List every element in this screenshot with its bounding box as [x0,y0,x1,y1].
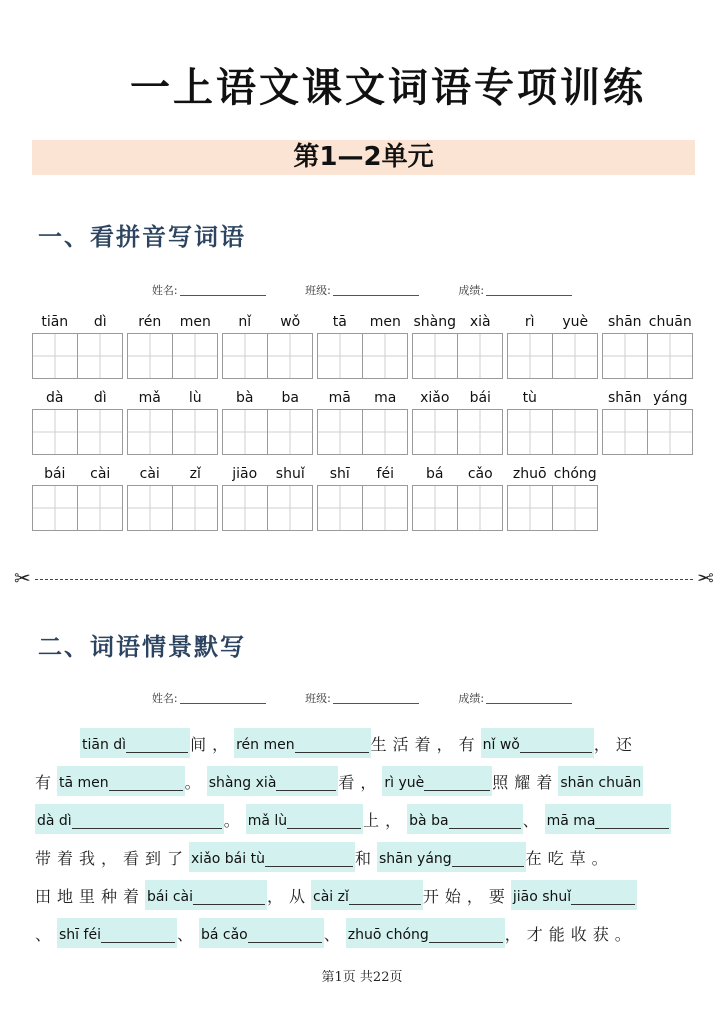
pinyin-syllable: bà [236,390,254,406]
writing-boxes [222,409,313,455]
blank-pinyin: jiāo shuǐ [512,889,572,905]
pinyin-syllable: dà [46,390,64,406]
writing-boxes [412,333,503,379]
writing-boxes [127,409,218,455]
passage [35,724,695,952]
blank-pinyin: xiǎo bái tù [191,851,265,867]
pinyin-label [412,463,503,485]
pinyin-label [127,311,218,333]
fill-blank[interactable] [189,842,355,872]
fill-blank[interactable] [246,804,363,834]
writing-boxes [507,333,598,379]
tianzige-cell[interactable] [222,409,268,455]
word-item [507,311,598,379]
answer-underline[interactable] [520,752,592,753]
pinyin-syllable: chóng [553,466,597,482]
word-item [32,387,123,455]
passage-line [35,914,695,952]
word-item [222,387,313,455]
pinyin-label [507,311,598,333]
passage-text: 。 [184,772,207,792]
section2-title: 二、词语情景默写 [38,632,246,661]
writing-boxes [412,485,503,531]
pinyin-syllable: rén [138,314,162,330]
word-item [507,387,598,455]
tianzige-cell[interactable] [78,333,124,379]
tianzige-cell[interactable] [127,409,173,455]
scissors-icon-right: ✂ [697,566,714,590]
tianzige-cell[interactable] [507,409,553,455]
passage-line [35,762,695,800]
blank-pinyin: shān chuān [560,775,642,791]
name-blank[interactable] [180,694,266,704]
pinyin-label [222,387,313,409]
tianzige-cell[interactable] [412,333,458,379]
pinyin-label [222,311,313,333]
passage-text: 在吃草。 [525,848,614,868]
score-blank[interactable] [486,694,572,704]
answer-underline[interactable] [595,828,669,829]
tianzige-cell[interactable] [268,333,314,379]
pinyin-syllable: lù [188,390,202,406]
passage-text: 。 [223,810,246,830]
scissors-icon-left: ✂ [14,566,31,590]
fill-blank[interactable] [57,766,185,796]
blank-pinyin: shān yáng [378,851,452,867]
answer-underline[interactable] [248,942,322,943]
answer-underline[interactable] [126,752,188,753]
cut-line [14,566,714,590]
tianzige-cell[interactable] [173,333,219,379]
fill-blank[interactable] [558,766,643,796]
tianzige-cell[interactable] [602,409,648,455]
word-item [412,463,503,531]
tianzige-cell[interactable] [32,333,78,379]
fill-blank[interactable] [57,918,177,948]
pinyin-syllable: shān [607,390,642,406]
pinyin-syllable: cài [90,466,111,482]
pinyin-syllable: yáng [652,390,688,406]
fill-blank[interactable] [382,766,492,796]
tianzige-cell[interactable] [127,485,173,531]
student-info-line-2 [0,690,724,706]
tianzige-cell[interactable] [363,485,409,531]
pinyin-syllable: dì [93,314,107,330]
word-item [602,387,693,455]
word-item [32,311,123,379]
fill-blank[interactable] [511,880,637,910]
answer-underline[interactable] [193,904,265,905]
word-item [32,463,123,531]
pinyin-label [412,311,503,333]
word-item [127,387,218,455]
word-item [222,463,313,531]
pinyin-syllable: men [179,314,211,330]
passage-text: 和 [354,848,377,868]
writing-boxes [32,409,123,455]
fill-blank[interactable] [407,804,522,834]
student-info-line-1 [0,282,724,298]
passage-text: 开始，要 [422,886,511,906]
pinyin-syllable: xià [469,314,491,330]
passage-line [35,838,695,876]
fill-blank[interactable] [234,728,371,758]
tianzige-cell[interactable] [553,485,599,531]
answer-underline[interactable] [72,828,222,829]
word-item [412,311,503,379]
score-blank[interactable] [486,286,572,296]
writing-boxes [222,485,313,531]
blank-pinyin: nǐ wǒ [482,737,520,753]
pinyin-syllable: shuǐ [275,466,305,482]
class-blank[interactable] [333,286,419,296]
writing-boxes [32,333,123,379]
pinyin-label [32,463,123,485]
tianzige-cell[interactable] [127,333,173,379]
blank-pinyin: shàng xià [208,775,277,791]
tianzige-cell[interactable] [412,409,458,455]
answer-underline[interactable] [295,752,369,753]
passage-line [35,800,695,838]
passage-text: 上， [363,810,408,830]
pinyin-label [32,387,123,409]
passage-text: 有 [35,772,58,792]
word-item [507,463,598,531]
dashed-divider [35,579,693,580]
passage-text: 、 [35,924,58,944]
pinyin-syllable: cǎo [467,466,493,482]
passage-text: ，从 [267,886,312,906]
pinyin-label [602,387,693,409]
word-row [32,387,693,455]
writing-boxes [602,333,693,379]
passage-text: 看， [338,772,383,792]
pinyin-label [602,311,693,333]
pinyin-syllable: shī [329,466,350,482]
word-item [412,387,503,455]
writing-boxes [127,485,218,531]
word-item [317,463,408,531]
tianzige-cell[interactable] [507,485,553,531]
tianzige-cell[interactable] [648,409,694,455]
writing-boxes [317,485,408,531]
tianzige-cell[interactable] [78,485,124,531]
pinyin-syllable: féi [376,466,394,482]
pinyin-syllable: tiān [41,314,69,330]
blank-pinyin: bà ba [409,813,449,829]
pinyin-label [222,463,313,485]
answer-underline[interactable] [276,790,336,791]
pinyin-syllable: tā [332,314,347,330]
blank-pinyin: tā men [59,775,109,791]
pinyin-syllable: yuè [562,314,589,330]
pinyin-label [507,387,598,409]
word-item [602,311,693,379]
tianzige-cell[interactable] [648,333,694,379]
pinyin-label [317,387,408,409]
word-item [222,311,313,379]
word-item [317,387,408,455]
name-label: 姓名: [151,284,178,297]
writing-boxes [507,485,598,531]
tianzige-cell[interactable] [458,409,504,455]
answer-underline[interactable] [571,904,635,905]
blank-pinyin: tiān dì [82,737,127,753]
pinyin-syllable: shān [607,314,642,330]
fill-blank[interactable] [80,728,190,758]
passage-text: 、 [522,810,545,830]
pinyin-syllable: men [369,314,401,330]
answer-underline[interactable] [424,790,490,791]
passage-line [35,876,695,914]
pinyin-label [317,311,408,333]
fill-blank[interactable] [481,728,594,758]
tianzige-cell[interactable] [458,485,504,531]
pinyin-syllable: mǎ [138,390,161,406]
word-item [127,463,218,531]
passage-line [35,724,695,762]
writing-boxes [222,333,313,379]
word-row [32,463,598,531]
tianzige-cell[interactable] [363,409,409,455]
passage-text: ，才能收获。 [504,924,637,944]
pinyin-syllable: rì [524,314,535,330]
answer-underline[interactable] [109,790,183,791]
writing-boxes [32,485,123,531]
answer-underline[interactable] [449,828,521,829]
passage-text: 、 [323,924,346,944]
blank-pinyin: rì yuè [384,775,425,791]
passage-text: 生活着，有 [370,734,481,754]
pinyin-syllable: zhuō [512,466,547,482]
fill-blank[interactable] [377,842,526,872]
writing-boxes [317,333,408,379]
tianzige-cell[interactable] [602,333,648,379]
blank-pinyin: cài zǐ [313,889,349,905]
blank-pinyin: dà dì [37,813,72,829]
blank-pinyin: mā ma [546,813,596,829]
writing-boxes [127,333,218,379]
writing-boxes [507,409,598,455]
pinyin-syllable: wǒ [280,314,301,330]
pinyin-syllable: bái [44,466,66,482]
word-row [32,311,693,379]
tianzige-cell[interactable] [458,333,504,379]
tianzige-cell[interactable] [317,485,363,531]
fill-blank[interactable] [199,918,324,948]
pinyin-label [127,387,218,409]
tianzige-cell[interactable] [317,333,363,379]
blank-pinyin: bái cài [147,889,193,905]
fill-blank[interactable] [207,766,339,796]
tianzige-cell[interactable] [32,485,78,531]
passage-text: 间， [190,734,235,754]
unit-banner: 第1—2单元 [32,140,695,175]
page-footer: 第1页 共22页 [321,970,403,985]
answer-underline[interactable] [429,942,503,943]
passage-text: 田地里种着 [35,886,146,906]
blank-pinyin: rén men [236,737,295,753]
tianzige-cell[interactable] [553,409,599,455]
tianzige-cell[interactable] [268,409,314,455]
page-title: 一上语文课文词语专项训练 [130,64,646,111]
pinyin-syllable: cài [139,466,160,482]
section1-title: 一、看拼音写词语 [38,222,246,251]
pinyin-syllable: bái [469,390,491,406]
pinyin-label [127,463,218,485]
tianzige-cell[interactable] [268,485,314,531]
answer-underline[interactable] [349,904,421,905]
tianzige-cell[interactable] [412,485,458,531]
tianzige-cell[interactable] [173,485,219,531]
tianzige-cell[interactable] [507,333,553,379]
passage-text: 照耀着 [492,772,559,792]
score-label: 成绩: [458,692,485,705]
pinyin-syllable: jiāo [232,466,258,482]
score-label: 成绩: [458,284,485,297]
blank-pinyin: shī féi [59,927,101,943]
blank-pinyin: zhuō chóng [347,927,429,943]
pinyin-syllable: tù [522,390,537,406]
fill-blank[interactable] [35,804,224,834]
pinyin-syllable: nǐ [238,314,252,330]
passage-text: 带着我，看到了 [35,848,190,868]
pinyin-syllable: bá [426,466,444,482]
tianzige-cell[interactable] [222,485,268,531]
pinyin-syllable: ba [281,390,299,406]
tianzige-cell[interactable] [222,333,268,379]
answer-underline[interactable] [265,866,353,867]
fill-blank[interactable] [311,880,423,910]
pinyin-syllable: zǐ [189,466,201,482]
tianzige-cell[interactable] [553,333,599,379]
writing-boxes [602,409,693,455]
name-blank[interactable] [180,286,266,296]
pinyin-label [32,311,123,333]
pinyin-syllable: ma [374,390,397,406]
pinyin-syllable: chuān [648,314,692,330]
class-label: 班级: [305,284,331,297]
pinyin-syllable: dì [93,390,107,406]
pinyin-syllable: shàng [413,314,456,330]
tianzige-cell[interactable] [78,409,124,455]
passage-text: 、 [176,924,199,944]
pinyin-label [507,463,598,485]
class-blank[interactable] [333,694,419,704]
pinyin-label [412,387,503,409]
tianzige-cell[interactable] [173,409,219,455]
fill-blank[interactable] [545,804,672,834]
writing-boxes [412,409,503,455]
fill-blank[interactable] [145,880,267,910]
pinyin-syllable: xiǎo [420,390,450,406]
word-item [127,311,218,379]
tianzige-cell[interactable] [317,409,363,455]
blank-pinyin: mǎ lù [247,813,288,829]
word-item [317,311,408,379]
name-label: 姓名: [151,692,178,705]
answer-underline[interactable] [101,942,175,943]
answer-underline[interactable] [452,866,524,867]
fill-blank[interactable] [346,918,505,948]
pinyin-syllable: mā [328,390,351,406]
tianzige-cell[interactable] [32,409,78,455]
answer-underline[interactable] [287,828,361,829]
passage-text: ，还 [593,734,638,754]
writing-boxes [317,409,408,455]
pinyin-label [317,463,408,485]
blank-pinyin: bá cǎo [200,927,248,943]
tianzige-cell[interactable] [363,333,409,379]
class-label: 班级: [305,692,331,705]
